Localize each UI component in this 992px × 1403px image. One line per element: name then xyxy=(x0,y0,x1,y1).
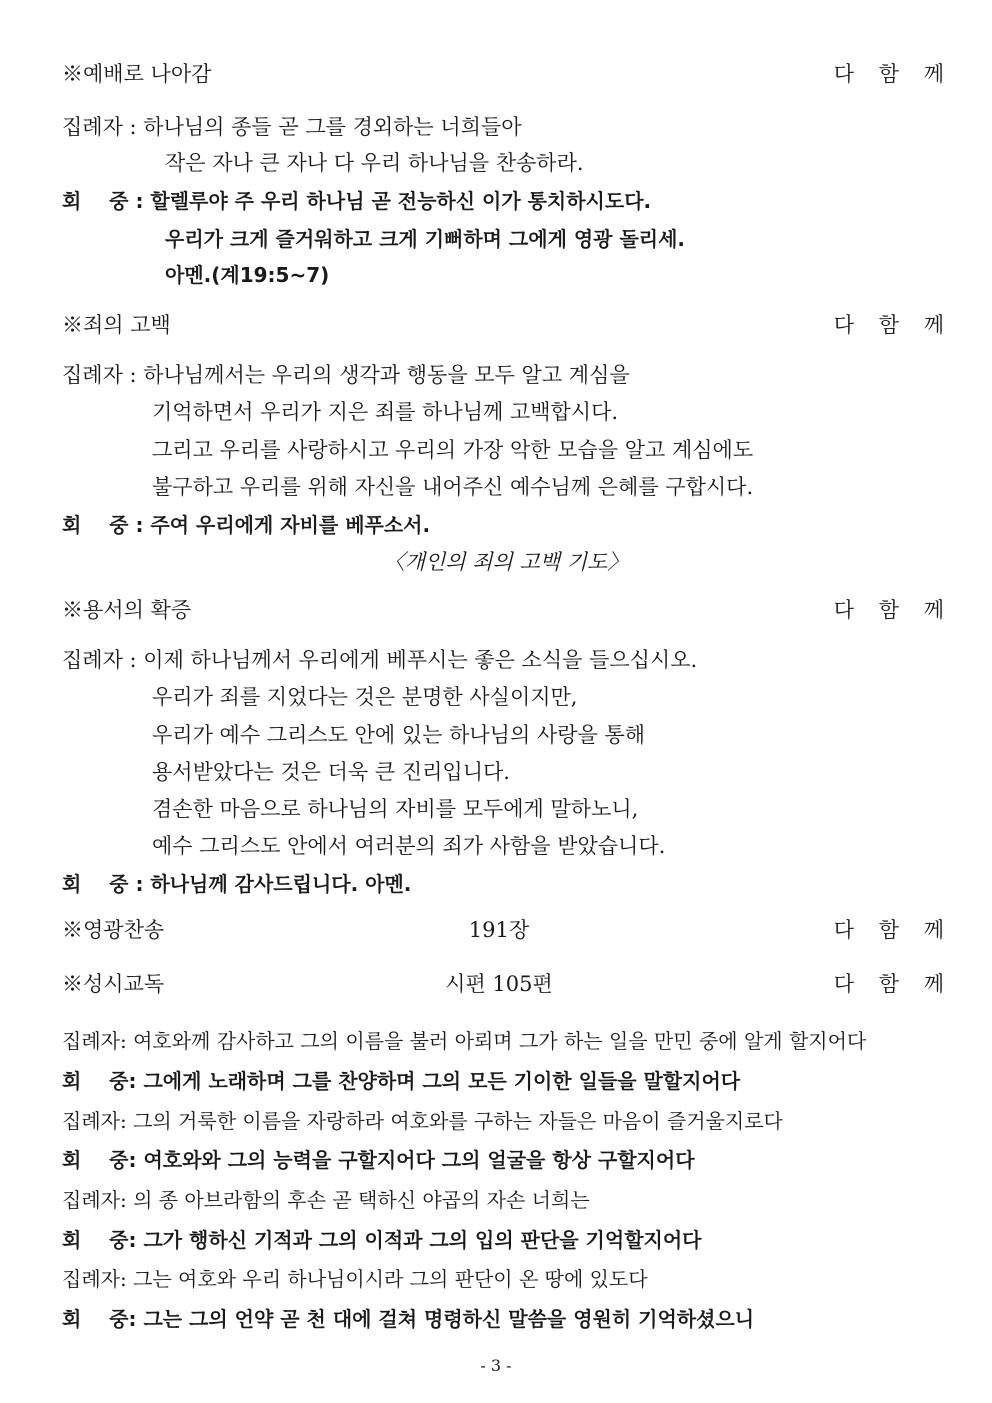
people-label: 회 중 : xyxy=(62,513,151,537)
leader-line xyxy=(0,645,992,675)
people-text: 그에게 노래하며 그를 찬양하며 그의 모든 기이한 일들을 말할지어다 xyxy=(143,1069,741,1093)
page-number: - 3 - xyxy=(480,1356,512,1375)
people-line xyxy=(0,1304,992,1334)
section-participants: 다 함 께 xyxy=(833,972,953,996)
people-text: 할렐루야 주 우리 하나님 곧 전능하신 이가 통치하시도다. xyxy=(150,189,652,213)
people-line xyxy=(0,1225,992,1255)
section-title: ※예배로 나아감 xyxy=(62,62,212,86)
leader-line-cont: 불구하고 우리를 위해 자신을 내어주신 예수님께 은혜를 구합시다. xyxy=(152,475,754,499)
dot-leader xyxy=(213,595,806,625)
people-text: 하나님께 감사드립니다. 아멘. xyxy=(150,872,412,896)
dot-leader xyxy=(555,915,812,945)
dot-leader xyxy=(579,969,812,999)
prayer-note: 〈개인의 죄의 고백 기도〉 xyxy=(383,550,629,574)
section-header-gloria xyxy=(0,915,992,945)
leader-line-cont: 겸손한 마음으로 하나님의 자비를 모두에게 말하노니, xyxy=(152,797,639,821)
psalm-reference: 시편 105편 xyxy=(445,972,553,996)
section-title: ※용서의 확증 xyxy=(62,598,192,622)
leader-label: 집례자: xyxy=(62,1188,134,1212)
section-header-assurance xyxy=(0,595,992,625)
dot-leader xyxy=(186,915,443,945)
hymn-number: 191장 xyxy=(468,918,530,942)
people-label: 회 중 : xyxy=(62,872,151,896)
leader-label: 집례자: xyxy=(62,1029,134,1053)
people-label: 회 중 : xyxy=(62,189,151,213)
leader-line-cont: 기억하면서 우리가 지은 죄를 하나님께 고백합시다. xyxy=(152,400,619,424)
people-text: 그가 행하신 기적과 그의 이적과 그의 입의 판단을 기억할지어다 xyxy=(143,1228,702,1252)
leader-line xyxy=(0,360,992,390)
section-participants: 다 함 께 xyxy=(833,313,953,337)
section-participants: 다 함 께 xyxy=(833,918,953,942)
leader-text: 그는 여호와 우리 하나님이시라 그의 판단이 온 땅에 있도다 xyxy=(133,1267,648,1291)
dot-leader xyxy=(193,310,806,340)
leader-line-cont: 용서받았다는 것은 더욱 큰 진리입니다. xyxy=(152,760,510,784)
leader-line xyxy=(0,1264,992,1294)
section-header-worship xyxy=(0,59,992,89)
people-line xyxy=(0,510,992,540)
leader-line-cont: 예수 그리스도 안에서 여러분의 죄가 사함을 받았습니다. xyxy=(152,834,666,858)
people-text: 그는 그의 언약 곧 천 대에 걸쳐 명령하신 말씀을 영원히 기억하셨으니 xyxy=(143,1307,755,1331)
leader-line xyxy=(0,1185,992,1215)
people-line xyxy=(0,1145,992,1175)
leader-text: 여호와께 감사하고 그의 이름을 불러 아뢰며 그가 하는 일을 만민 중에 알게 할지어다 xyxy=(133,1029,867,1053)
leader-line-cont: 우리가 죄를 지었다는 것은 분명한 사실이지만, xyxy=(152,685,578,709)
section-participants: 다 함 께 xyxy=(833,62,953,86)
leader-label: 집례자 : xyxy=(62,115,144,139)
section-header-responsive-reading xyxy=(0,969,992,999)
leader-text: 하나님께서는 우리의 생각과 행동을 모두 알고 계심을 xyxy=(143,363,630,387)
leader-label: 집례자 : xyxy=(62,363,144,387)
people-line xyxy=(0,186,992,216)
people-text: 주여 우리에게 자비를 베푸소서. xyxy=(150,513,431,537)
people-label: 회 중: xyxy=(62,1148,144,1172)
leader-text: 의 종 아브라함의 후손 곧 택하신 야곱의 자손 너희는 xyxy=(133,1188,590,1212)
people-line xyxy=(0,869,992,899)
people-line xyxy=(0,1066,992,1096)
leader-label: 집례자: xyxy=(62,1267,134,1291)
people-line-cont: 아멘.(계19:5~7) xyxy=(165,263,330,287)
leader-text: 그의 거룩한 이름을 자랑하라 여호와를 구하는 자들은 마음이 즐거울지로다 xyxy=(133,1109,783,1133)
leader-line xyxy=(0,112,992,142)
leader-line xyxy=(0,1026,992,1056)
people-line-cont: 우리가 크게 즐거워하고 크게 기뻐하며 그에게 영광 돌리세. xyxy=(165,227,686,251)
people-label: 회 중: xyxy=(62,1228,144,1252)
leader-line xyxy=(0,1106,992,1136)
section-title: ※영광찬송 xyxy=(62,918,165,942)
leader-text: 이제 하나님께서 우리에게 베푸시는 좋은 소식을 들으십시오. xyxy=(143,648,698,672)
leader-line-cont: 그리고 우리를 사랑하시고 우리의 가장 악한 모습을 알고 계심에도 xyxy=(152,438,754,462)
leader-label: 집례자: xyxy=(62,1109,134,1133)
section-title: ※성시교독 xyxy=(62,972,165,996)
section-participants: 다 함 께 xyxy=(833,598,953,622)
dot-leader xyxy=(186,969,419,999)
leader-line-cont: 작은 자나 큰 자나 다 우리 하나님을 찬송하라. xyxy=(165,151,584,175)
leader-label: 집례자 : xyxy=(62,648,144,672)
leader-text: 하나님의 종들 곧 그를 경외하는 너희들아 xyxy=(143,115,522,139)
leader-line-cont: 우리가 예수 그리스도 안에 있는 하나님의 사랑을 통해 xyxy=(152,723,646,747)
people-label: 회 중: xyxy=(62,1307,144,1331)
section-title: ※죄의 고백 xyxy=(62,313,171,337)
people-label: 회 중: xyxy=(62,1069,144,1093)
section-header-confession xyxy=(0,310,992,340)
people-text: 여호와와 그의 능력을 구할지어다 그의 얼굴을 항상 구할지어다 xyxy=(143,1148,695,1172)
dot-leader xyxy=(233,59,805,89)
